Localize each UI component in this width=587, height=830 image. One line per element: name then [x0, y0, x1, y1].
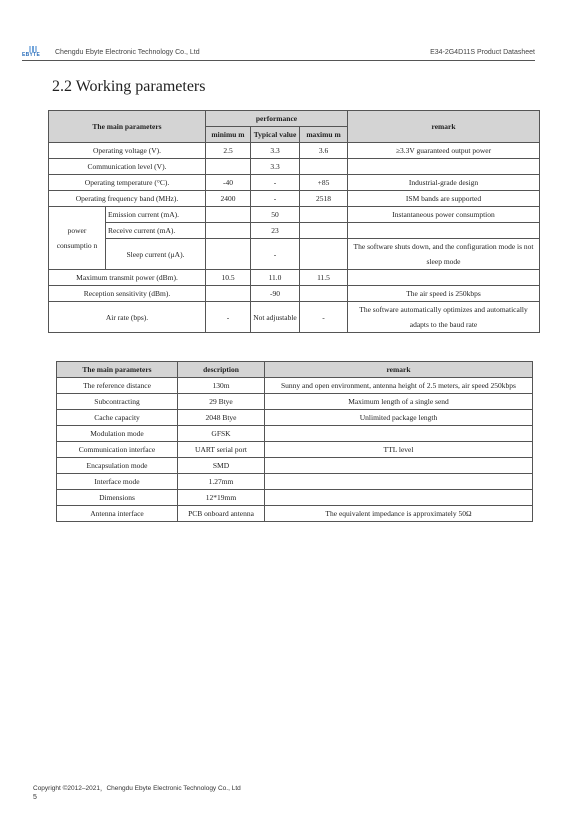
remark-cell: TTL level — [265, 442, 533, 458]
table-row — [49, 223, 540, 239]
table-row — [49, 302, 540, 333]
company-name: Chengdu Ebyte Electronic Technology Co., Ltd — [55, 49, 200, 56]
param-cell: Interface mode — [57, 474, 178, 490]
copyright-footer: Copyright ©2012–2021，Chengdu Ebyte Electronic Technology Co., Ltd — [33, 785, 241, 792]
desc-cell: 2048 Btye — [178, 410, 265, 426]
param-cell: Subcontracting — [57, 394, 178, 410]
remark-cell: Unlimited package length — [265, 410, 533, 426]
typ-cell: 3.3 — [251, 143, 300, 159]
param-cell: Antenna interface — [57, 506, 178, 522]
min-cell: 2400 — [206, 191, 251, 207]
remark-cell — [265, 490, 533, 506]
max-cell — [300, 159, 348, 175]
table-row — [49, 286, 540, 302]
param-cell: Receive current (mA). — [106, 223, 206, 239]
param-cell: Operating temperature (°C). — [49, 175, 206, 191]
desc-cell: 12*19mm — [178, 490, 265, 506]
header-divider — [22, 60, 535, 61]
min-cell: -40 — [206, 175, 251, 191]
header-max: maximu m — [300, 127, 348, 143]
typ-cell: - — [251, 239, 300, 270]
max-cell: 11.5 — [300, 270, 348, 286]
remark-cell — [265, 426, 533, 442]
min-cell: 10.5 — [206, 270, 251, 286]
remark-cell: Sunny and open environment, antenna height of 2.5 meters, air speed 250kbps — [265, 378, 533, 394]
param-cell: Communication interface — [57, 442, 178, 458]
table-row — [49, 191, 540, 207]
typ-cell: 11.0 — [251, 270, 300, 286]
typ-cell: - — [251, 175, 300, 191]
page-number: 5 — [33, 794, 37, 801]
table-row — [49, 207, 540, 223]
typ-cell: -90 — [251, 286, 300, 302]
max-cell — [300, 286, 348, 302]
header-description: description — [178, 362, 265, 378]
max-cell — [300, 239, 348, 270]
table-row — [57, 490, 533, 506]
general-parameters-table — [56, 361, 533, 522]
table-row — [49, 270, 540, 286]
remark-cell: ISM bands are supported — [348, 191, 540, 207]
header-remark: remark — [348, 111, 540, 143]
min-cell: - — [206, 302, 251, 333]
typ-cell: 3.3 — [251, 159, 300, 175]
typ-cell: 50 — [251, 207, 300, 223]
param-cell: Operating frequency band (MHz). — [49, 191, 206, 207]
remark-cell: Industrial-grade design — [348, 175, 540, 191]
remark-cell — [265, 458, 533, 474]
remark-cell: The air speed is 250kbps — [348, 286, 540, 302]
desc-cell: 130m — [178, 378, 265, 394]
desc-cell: GFSK — [178, 426, 265, 442]
min-cell — [206, 207, 251, 223]
logo-text: EBYTE — [22, 52, 41, 58]
desc-cell: 1.27mm — [178, 474, 265, 490]
param-cell: Reception sensitivity (dBm). — [49, 286, 206, 302]
header-typ: Typical value — [251, 127, 300, 143]
min-cell — [206, 239, 251, 270]
table-row — [57, 442, 533, 458]
remark-cell: Instantaneous power consumption — [348, 207, 540, 223]
working-parameters-table — [48, 110, 540, 333]
remark-cell: The software automatically optimizes and automatically adapts to the baud rate — [348, 302, 540, 333]
document-title: E34-2G4D11S Product Datasheet — [430, 49, 535, 56]
param-cell: Communication level (V). — [49, 159, 206, 175]
remark-cell — [348, 270, 540, 286]
param-cell: Cache capacity — [57, 410, 178, 426]
table-row — [49, 175, 540, 191]
header-remark: remark — [265, 362, 533, 378]
desc-cell: PCB onboard antenna — [178, 506, 265, 522]
min-cell — [206, 159, 251, 175]
table-row — [49, 159, 540, 175]
min-cell: 2.5 — [206, 143, 251, 159]
typ-cell: - — [251, 191, 300, 207]
param-cell: Encapsulation mode — [57, 458, 178, 474]
header-performance: performance — [206, 111, 348, 127]
remark-cell: The software shuts down, and the configuration mode is not sleep mode — [348, 239, 540, 270]
table-row — [57, 410, 533, 426]
section-title: 2.2 Working parameters — [52, 78, 206, 95]
desc-cell: SMD — [178, 458, 265, 474]
header-min: minimu m — [206, 127, 251, 143]
header-main-parameters: The main parameters — [49, 111, 206, 143]
header-main-parameters: The main parameters — [57, 362, 178, 378]
power-consumption-group-cell: power consumptio n — [49, 207, 106, 270]
table-row — [57, 378, 533, 394]
max-cell: 3.6 — [300, 143, 348, 159]
param-cell: Maximum transmit power (dBm). — [49, 270, 206, 286]
max-cell: - — [300, 302, 348, 333]
table-row — [49, 143, 540, 159]
param-cell: Modulation mode — [57, 426, 178, 442]
min-cell — [206, 286, 251, 302]
table-row — [57, 506, 533, 522]
remark-cell — [348, 159, 540, 175]
max-cell — [300, 207, 348, 223]
table-row — [49, 239, 540, 270]
remark-cell — [348, 223, 540, 239]
typ-cell: Not adjustable — [251, 302, 300, 333]
max-cell — [300, 223, 348, 239]
remark-cell — [265, 474, 533, 490]
param-cell: Sleep current (μA). — [106, 239, 206, 270]
table-row — [57, 474, 533, 490]
remark-cell: The equivalent impedance is approximately 50Ω — [265, 506, 533, 522]
max-cell: 2518 — [300, 191, 348, 207]
remark-cell: ≥3.3V guaranteed output power — [348, 143, 540, 159]
param-cell: Operating voltage (V). — [49, 143, 206, 159]
param-cell: Air rate (bps). — [49, 302, 206, 333]
table-row — [57, 394, 533, 410]
typ-cell: 23 — [251, 223, 300, 239]
desc-cell: UART serial port — [178, 442, 265, 458]
desc-cell: 29 Btye — [178, 394, 265, 410]
min-cell — [206, 223, 251, 239]
param-cell: The reference distance — [57, 378, 178, 394]
table-row — [57, 426, 533, 442]
remark-cell: Maximum length of a single send — [265, 394, 533, 410]
param-cell: Emission current (mA). — [106, 207, 206, 223]
param-cell: Dimensions — [57, 490, 178, 506]
table-row — [57, 458, 533, 474]
max-cell: +85 — [300, 175, 348, 191]
